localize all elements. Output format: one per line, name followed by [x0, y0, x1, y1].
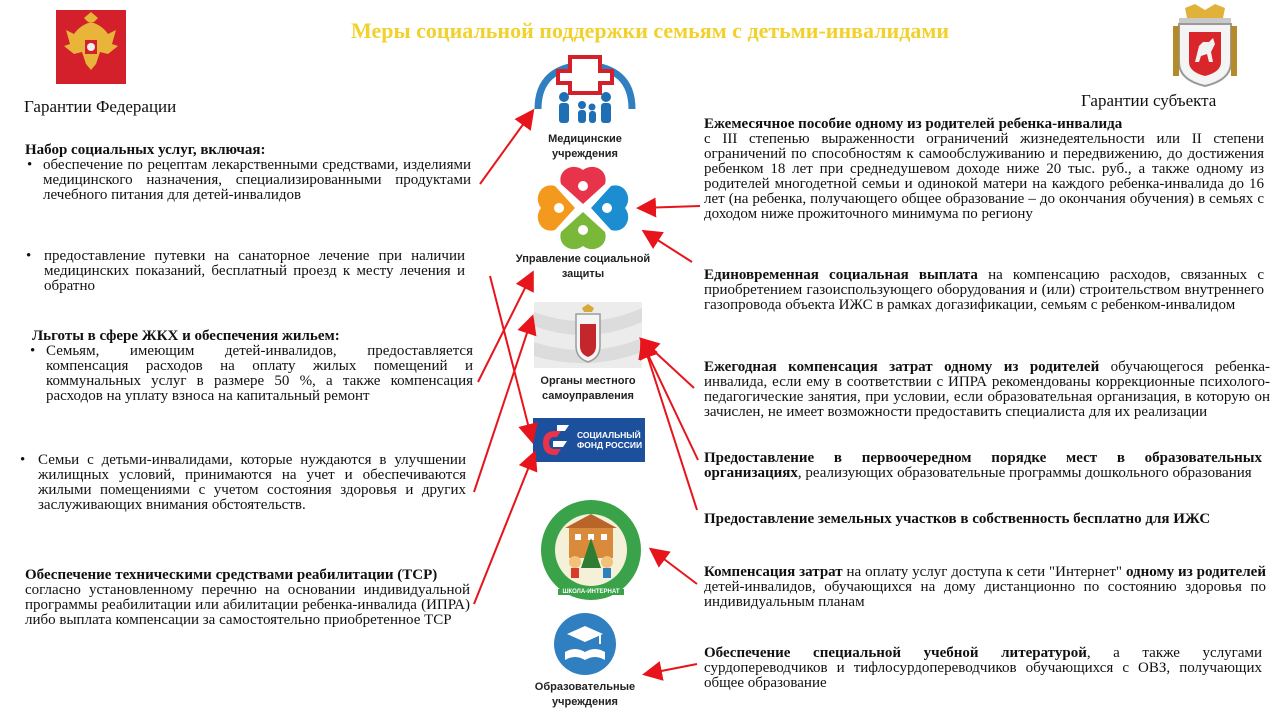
sfr-line-1: СОЦИАЛЬНЫЙ: [577, 430, 641, 440]
internet-title: Компенсация затрат: [704, 564, 843, 580]
services-title: Набор социальных услуг, включая:: [25, 142, 266, 158]
list-item: • Семьи с детьми-инвалидами, которые нуждаются в улучшении жилищных условий, принимаются на учет и обеспечиваются жилыми помещениями с учетом состояния здоровья и других заслуживающих внимания обстоятельств.: [20, 452, 466, 513]
local-government: [518, 300, 658, 404]
left-block-housing: [28, 329, 473, 404]
arrow-line: [474, 454, 534, 604]
internet-parent: одному из родителей: [1125, 564, 1266, 580]
left-heading: Гарантии Федерации: [24, 97, 177, 116]
school-bottom-label: ШКОЛА-ИНТЕРНАТ: [558, 589, 623, 595]
region-emblem-icon: [1165, 2, 1245, 88]
internet-text-2: детей-инвалидов, обучающихся на дому дистанционно по состоянию здоровья по индивидуальным планам: [704, 579, 1266, 610]
gas-text: на компенсацию расходов, связанных с приобретением газоиспользующего оборудования и (или) строительством внутреннего газопровода объекта ИЖС в рамках догазификации, семьям с ребенком-инвалидом: [704, 267, 1264, 313]
right-block-internet: [704, 565, 1266, 610]
kindergarten-title: Предоставление в первоочередном порядке мест в образовательных организациях: [704, 450, 1262, 481]
internet-text-1: на оплату услуг доступа к сети "Интернет": [842, 564, 1126, 580]
medical-institutions: [520, 52, 650, 162]
right-block-gas: [704, 268, 1264, 313]
right-heading: Гарантии субъекта: [1081, 91, 1217, 110]
right-block-monthly: [704, 117, 1264, 222]
housing-item-1: Семьям, имеющим детей-инвалидов, предоставляется компенсация расходов на оплату жилых помещений и коммунальных услуг в размере 50 %, а также компенсация расходов на уплату взноса на капитальный ремонт: [46, 343, 473, 404]
annual-text: обучающегося ребенка-инвалида, если ему в соответствии с ИПРА рекомендованы коррекционные психолого-педагогические занятия, при условии, если образовательная организация, в которую он зачислен, не имеет возможности предоставить специалиста для их реализации: [704, 359, 1270, 420]
monthly-title: Ежемесячное пособие одному из родителей ребенка-инвалида: [704, 116, 1123, 132]
medical-caption: Медицинские учреждения: [548, 133, 622, 160]
annual-title: Ежегодная компенсация затрат одному из родителей: [704, 359, 1100, 375]
kindergarten-text: , реализующих образовательные программы дошкольного образования: [797, 465, 1252, 481]
services-item-1: обеспечение по рецептам лекарственными средствами, изделиями медицинского назначения, специализированными продуктами лечебного питания для детей-инвалидов: [43, 157, 471, 203]
living-item-1: Семьи с детьми-инвалидами, которые нуждаются в улучшении жилищных условий, принимаются на учет и обеспечиваются жилыми помещениями с учетом состояния здоровья и других заслуживающих внимания обстоятельств.: [38, 452, 466, 513]
right-block-land: [704, 512, 1264, 527]
educational-institutions: [520, 612, 650, 710]
left-block-sanatorium: [24, 249, 465, 294]
gas-title: Единовременная социальная выплата: [704, 267, 978, 283]
edu-caption: Образовательные учреждения: [534, 681, 636, 708]
page-title: Меры социальной поддержки семьям с детьми-инвалидами: [350, 18, 950, 43]
literature-title: Обеспечение специальной учебной литературой: [704, 645, 1087, 661]
medical-cross-family-icon: [530, 53, 640, 127]
list-item: • обеспечение по рецептам лекарственными средствами, изделиями медицинского назначения, специализированными продуктами лечебного питания для детей-инвалидов: [27, 157, 471, 203]
arrow-line: [646, 664, 697, 674]
arrow-line: [652, 550, 697, 584]
sfr-line-2: ФОНД РОССИИ: [577, 440, 643, 450]
land-title: Предоставление земельных участков в собственность бесплатно для ИЖС: [704, 511, 1211, 527]
social-protection: [508, 164, 658, 282]
russia-emblem-icon: [56, 10, 126, 84]
services-item-2: предоставление путевки на санаторное лечение при наличии медицинских показаний, бесплатный проезд к месту лечения и обратно: [44, 248, 465, 294]
left-block-living: [18, 453, 466, 513]
list-item: • предоставление путевки на санаторное лечение при наличии медицинских показаний, бесплатный проезд к месту лечения и обратно: [26, 248, 465, 294]
boarding-school-logo: [535, 498, 647, 610]
book-graduation-icon: [553, 612, 617, 676]
left-block-services: [25, 143, 471, 203]
social-fund-logo: [533, 418, 645, 462]
flag-emblem-icon: [534, 302, 642, 368]
right-block-kindergarten: [704, 451, 1262, 481]
list-item: • Семьям, имеющим детей-инвалидов, предоставляется компенсация расходов на оплату жилых помещений и коммунальных услуг в размере 50 %, а также компенсация расходов на уплату взноса на капитальный ремонт: [30, 343, 473, 404]
gov-caption: Органы местного самоуправления: [540, 375, 636, 402]
housing-title: Льготы в сфере ЖКХ и обеспечения жильем:: [32, 328, 340, 344]
sfr-logo-icon: [539, 423, 573, 457]
school-badge-icon: [535, 498, 647, 602]
right-block-literature: [704, 646, 1262, 691]
tsr-text: согласно установленному перечню на основании индивидуальной программы реабилитации или абилитации ребенка-инвалида (ИПРА) либо выплата компенсации за самостоятельно приобретенное ТСР: [25, 582, 470, 628]
left-block-tsr: [25, 568, 470, 628]
literature-text: , а также услугами сурдопереводчиков и тифлосурдопереводчиков обучающихся с ОВЗ, получающих общее образование: [704, 645, 1263, 691]
social-caption: Управление социальной защиты: [515, 253, 651, 280]
monthly-text: с III степенью выраженности ограничений жизнедеятельности или II степени ограничений по способностям к самообслуживанию и передвижению, до достижения ребенком 18 лет при среднедушевом доходе ниже 20 тыс. руб., а также одному из родителей многодетной семьи и одинокой матери на каждого ребенка-инвалида до 16 лет (на ребенка, получающего общее образование – до окончания обучения) в семьях с доходом ниже прожиточного минимума по региону: [704, 131, 1264, 222]
social-clover-icon: [535, 164, 631, 252]
right-block-annual: [704, 360, 1270, 420]
tsr-title: Обеспечение техническими средствами реабилитации (ТСР): [25, 567, 438, 583]
